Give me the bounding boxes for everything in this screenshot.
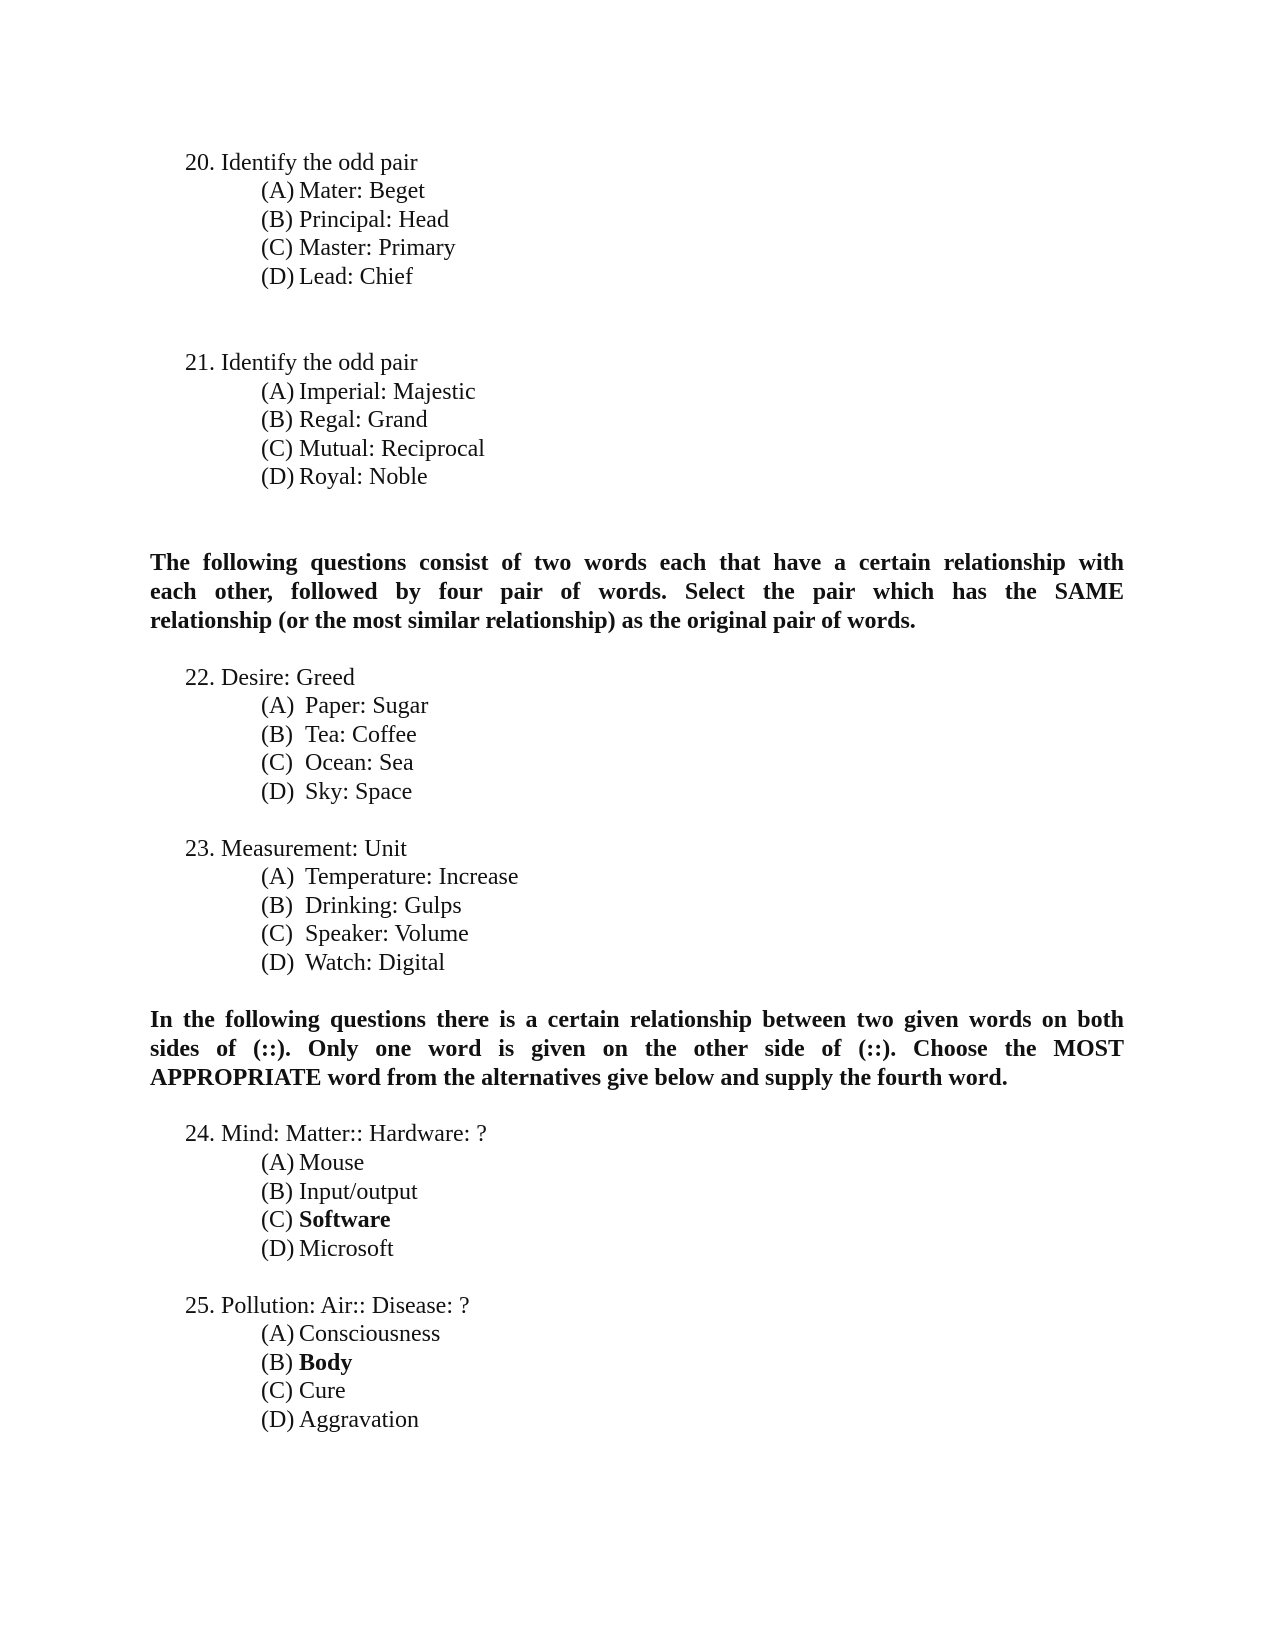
- option-c: (C) Cure: [261, 1378, 346, 1404]
- option-c: (C) Software: [261, 1207, 391, 1233]
- option-d: (D) Royal: Noble: [261, 464, 428, 490]
- option-a: (A) Consciousness: [261, 1321, 441, 1347]
- option-b: (B) Body: [261, 1350, 353, 1376]
- instruction-line: In the following questions there is a certain relationship between two given words on both: [150, 1007, 1124, 1033]
- instruction-line: sides of (::). Only one word is given on the other side of (::). Choose the MOST: [150, 1036, 1124, 1062]
- option-c: (C) Master: Primary: [261, 235, 456, 261]
- option-c: (C) Mutual: Reciprocal: [261, 436, 485, 462]
- question-stem: 25. Pollution: Air:: Disease: ?: [185, 1293, 470, 1319]
- option-a: (A) Imperial: Majestic: [261, 379, 476, 405]
- instruction-line: APPROPRIATE word from the alternatives give below and supply the fourth word.: [150, 1065, 1008, 1091]
- option-a: (A) Mater: Beget: [261, 178, 425, 204]
- option-a: (A) Mouse: [261, 1150, 365, 1176]
- instruction-line: each other, followed by four pair of words. Select the pair which has the SAME: [150, 579, 1124, 605]
- option-b: (B) Principal: Head: [261, 207, 449, 233]
- option-d: (D) Aggravation: [261, 1407, 419, 1433]
- option-d: (D) Lead: Chief: [261, 264, 413, 290]
- option-a: (A) Paper: Sugar: [261, 693, 429, 719]
- question-stem: 21. Identify the odd pair: [185, 350, 418, 376]
- question-stem: 23. Measurement: Unit: [185, 836, 407, 862]
- instruction-same-relationship: [150, 549, 1124, 636]
- option-d: (D) Sky: Space: [261, 779, 413, 805]
- instruction-line: The following questions consist of two words each that have a certain relationship with: [150, 550, 1124, 576]
- instruction-line: relationship (or the most similar relationship) as the original pair of words.: [150, 608, 916, 634]
- instruction-fourth-word: [150, 1006, 1124, 1093]
- option-b: (B) Input/output: [261, 1179, 418, 1205]
- question-stem: 24. Mind: Matter:: Hardware: ?: [185, 1121, 487, 1147]
- option-c: (C) Ocean: Sea: [261, 750, 414, 776]
- option-b: (B) Regal: Grand: [261, 407, 428, 433]
- option-b: (B) Tea: Coffee: [261, 722, 417, 748]
- option-d: (D) Watch: Digital: [261, 950, 446, 976]
- option-a: (A) Temperature: Increase: [261, 864, 519, 890]
- option-d: (D) Microsoft: [261, 1236, 394, 1262]
- option-c: (C) Speaker: Volume: [261, 921, 469, 947]
- question-stem: 22. Desire: Greed: [185, 665, 355, 691]
- question-stem: 20. Identify the odd pair: [185, 150, 418, 176]
- option-b: (B) Drinking: Gulps: [261, 893, 462, 919]
